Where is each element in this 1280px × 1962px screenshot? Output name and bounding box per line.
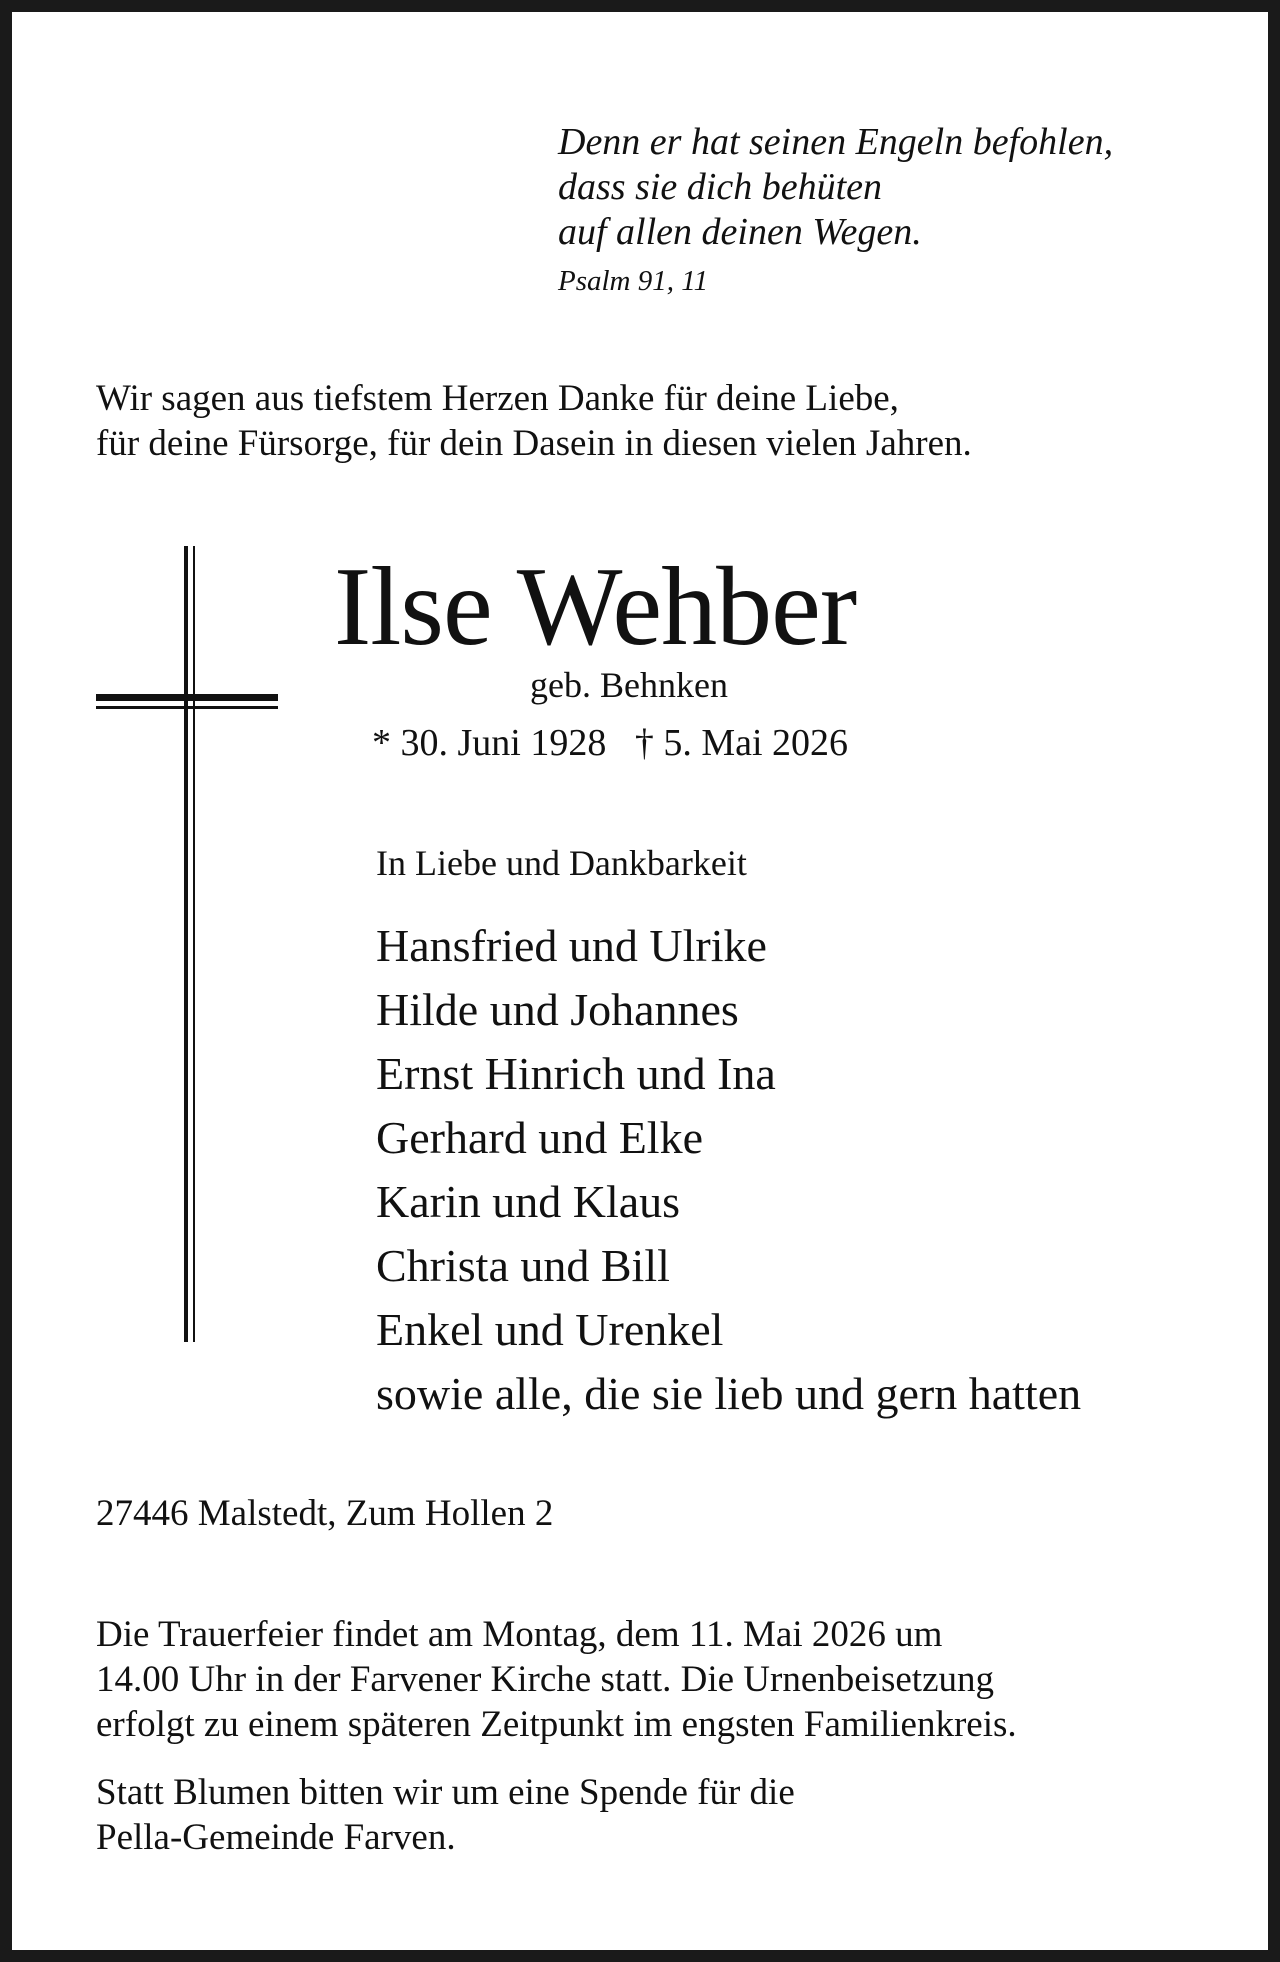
cross-vertical-bar — [193, 546, 195, 1342]
mourner-name: Karin und Klaus — [376, 1176, 681, 1227]
ceremony-line: 14.00 Uhr in der Farvener Kirche statt. Die Urnenbeisetzung — [96, 1659, 994, 1700]
thanks-line: für deine Fürsorge, für dein Dasein in diesen vielen Jahren. — [96, 423, 972, 464]
donation-info — [96, 1770, 795, 1860]
mourner-name: Christa und Bill — [376, 1240, 670, 1291]
thanks-text — [96, 376, 972, 466]
mourner-name: Gerhard und Elke — [376, 1112, 703, 1163]
life-dates-text: * 30. Juni 1928 † 5. Mai 2026 — [372, 722, 849, 764]
psalm-line: dass sie dich behüten — [558, 166, 883, 208]
psalm-line: Denn er hat seinen Engeln befohlen, — [558, 121, 1114, 163]
donation-line: Statt Blumen bitten wir um eine Spende für die — [96, 1772, 795, 1813]
ceremony-info — [96, 1612, 1017, 1747]
mourner-name: sowie alle, die sie lieb und gern hatten — [376, 1368, 1082, 1419]
mourner-name: Hilde und Johannes — [376, 984, 739, 1035]
birth-name: geb. Behnken — [530, 665, 728, 705]
cross-vertical-bar — [184, 546, 188, 1342]
psalm-line: auf allen deinen Wegen. — [558, 211, 922, 253]
deceased-name: Ilse Wehber — [334, 545, 857, 669]
cross-horizontal-bar — [96, 694, 278, 701]
mourner-name: Hansfried und Ulrike — [376, 920, 767, 971]
ceremony-line: erfolgt zu einem späteren Zeitpunkt im engsten Familienkreis. — [96, 1704, 1017, 1745]
mourners-list — [376, 914, 1081, 1426]
mourners-intro: In Liebe und Dankbarkeit — [376, 843, 747, 883]
thanks-line: Wir sagen aus tiefstem Herzen Danke für deine Liebe, — [96, 378, 899, 419]
psalm-quote — [558, 120, 1113, 255]
mourner-name: Enkel und Urenkel — [376, 1304, 724, 1355]
ceremony-line: Die Trauerfeier findet am Montag, dem 11. Mai 2026 um — [96, 1614, 943, 1655]
life-dates — [372, 720, 848, 766]
address: 27446 Malstedt, Zum Hollen 2 — [96, 1493, 554, 1534]
mourner-name: Ernst Hinrich und Ina — [376, 1048, 776, 1099]
psalm-reference: Psalm 91, 11 — [558, 265, 709, 297]
donation-line: Pella-Gemeinde Farven. — [96, 1817, 456, 1858]
cross-horizontal-bar — [96, 706, 278, 709]
